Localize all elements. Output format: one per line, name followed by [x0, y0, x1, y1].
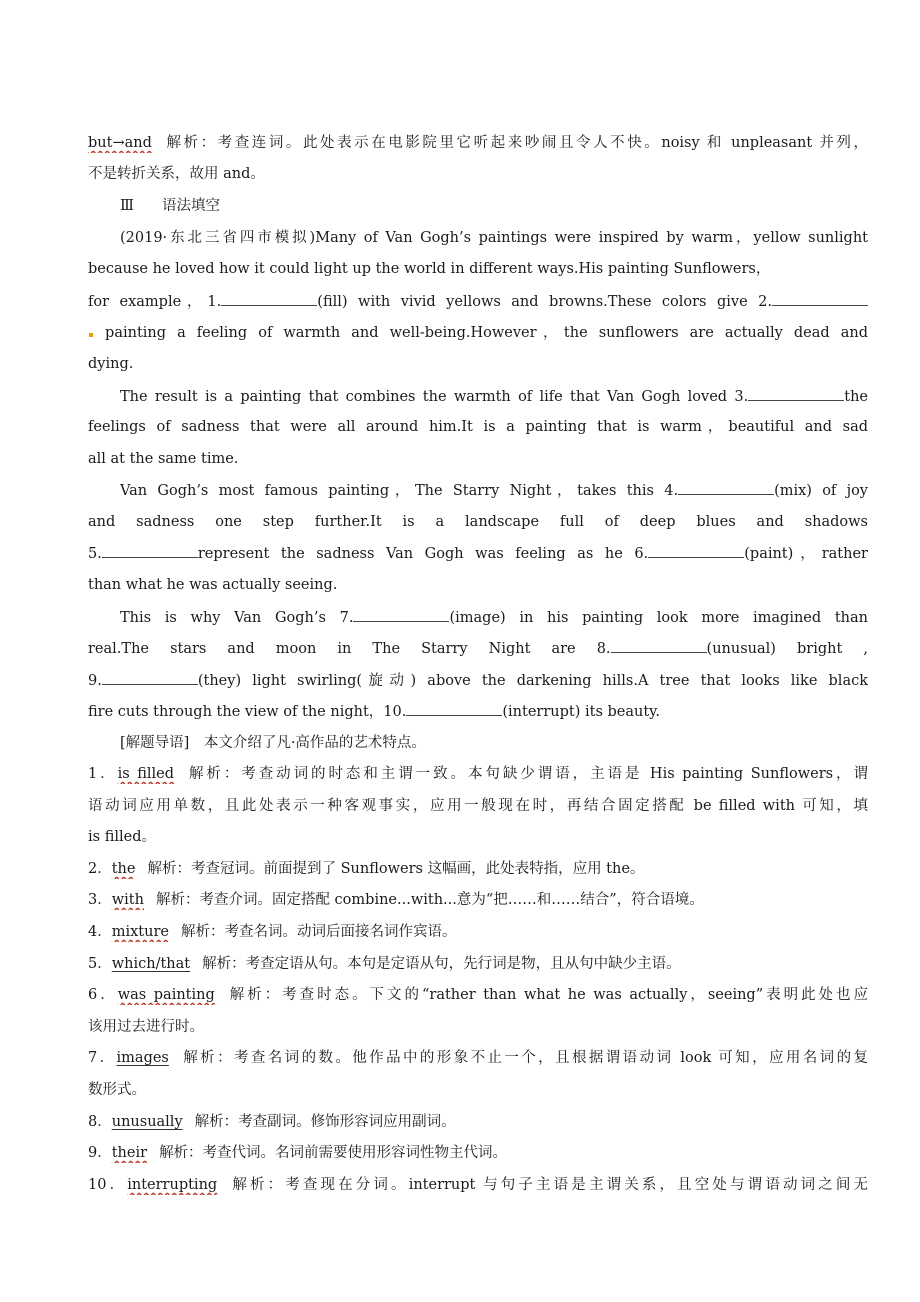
answer-line	[88, 1175, 868, 1195]
section-heading	[120, 196, 868, 216]
section-number: Ⅲ	[120, 198, 134, 214]
answer-number: 7．	[88, 1050, 117, 1066]
answer-word: which/that	[111, 956, 191, 972]
answer-word: unusually	[111, 1114, 183, 1130]
passage-text: (unusual) bright ,	[706, 641, 868, 657]
answer-line: 该用过去进行时。	[88, 1019, 204, 1035]
answer-word: is filled	[117, 766, 175, 782]
answer-line	[88, 922, 868, 942]
section-title: 语法填空	[161, 198, 220, 214]
answer-line	[88, 1112, 868, 1132]
answer-number: 1．	[88, 766, 118, 782]
blank-7	[353, 607, 449, 622]
passage-text: for example，1.	[88, 294, 222, 310]
answer-explanation: 解析：考查代词。名词前需要使用形容词性物主代词。	[159, 1145, 508, 1161]
passage-text: (mix) of joy	[774, 483, 868, 499]
prev-answer-line-1	[88, 133, 868, 153]
passage-text: (interrupt) its beauty.	[502, 704, 661, 720]
answer-number: 2．	[88, 861, 112, 877]
answer-number: 3．	[88, 892, 112, 908]
prev-answer-line-2: 不是转折关系，故用 and。	[88, 166, 265, 182]
blank-10	[406, 701, 502, 716]
passage-line	[88, 543, 868, 564]
answer-line	[88, 985, 868, 1005]
prev-answer-word: but→and	[88, 135, 152, 151]
answer-word: their	[111, 1145, 148, 1161]
answer-line	[88, 859, 868, 879]
passage-line: feelings of sadness that were all around him.It is a painting that is warm，beautiful and sad	[88, 419, 868, 435]
passage-text: 9.	[88, 673, 102, 689]
passage-text: (they) light swirling(旋动) above the darkening hills.A tree that looks like black	[197, 673, 868, 689]
answer-explanation: 解析：考查定语从句。本句是定语从句，先行词是物，且从句中缺少主语。	[202, 956, 681, 972]
answer-number: 9．	[88, 1145, 112, 1161]
blank-3	[748, 386, 844, 401]
passage-text: 5.	[88, 546, 102, 562]
answer-explanation: 解析：考查时态。下文的“rather than what he was actually，seeing”表明此处也应	[226, 987, 868, 1003]
blank-9	[102, 670, 198, 685]
answer-explanation: 解析：考查名词的数。他作品中的形象不止一个，且根据谓语动词 look 可知，应用名词的复	[180, 1050, 868, 1066]
answer-word: with	[111, 892, 144, 908]
passage-text: (image) in his painting look more imagined than	[449, 610, 868, 626]
blank-5	[102, 543, 198, 558]
answer-word: the	[111, 861, 136, 877]
passage-line: (2019·东北三省四市模拟)Many of Van Gogh’s paintings were inspired by warm，yellow sunlight	[120, 230, 868, 246]
answer-line	[88, 890, 868, 910]
answer-line: is filled。	[88, 829, 156, 845]
passage-text: fire cuts through the view of the night，10.	[88, 704, 407, 720]
passage-line	[88, 670, 868, 691]
passage-text: The result is a painting that combines the warmth of life that Van Gogh loved 3.	[120, 389, 749, 405]
answer-line	[88, 1048, 868, 1068]
blank-4	[678, 480, 774, 495]
answer-line: 语动词应用单数，且此处表示一种客观事实，应用一般现在时，再结合固定搭配 be filled with 可知，填	[88, 798, 868, 814]
answer-line	[88, 1143, 868, 1163]
passage-line	[120, 386, 868, 407]
blank-1	[221, 291, 317, 306]
prev-answer-explanation: 解析：考查连词。此处表示在电影院里它听起来吵闹且令人不快。noisy 和 unpleasant 并列，	[163, 135, 868, 151]
blank-2	[772, 291, 868, 306]
passage-line: than what he was actually seeing.	[88, 577, 338, 593]
answer-explanation: 解析：考查现在分词。interrupt 与句子主语是主谓关系，且空处与谓语动词之间无	[229, 1177, 868, 1193]
passage-text: painting a feeling of warmth and well-being.However，the sunflowers are actually dead and	[105, 325, 868, 341]
answer-explanation: 解析：考查冠词。前面提到了 Sunflowers 这幅画，此处表特指，应用 the。	[147, 861, 645, 877]
passage-text: the	[844, 389, 868, 405]
passage-line	[88, 291, 868, 312]
blank-6	[648, 543, 744, 558]
passage-line: and sadness one step further.It is a landscape full of deep blues and shadows	[88, 514, 868, 530]
passage-text: (paint)，rather	[744, 546, 868, 562]
answer-line	[88, 764, 868, 784]
blank-8	[611, 638, 707, 653]
answer-word: interrupting	[127, 1177, 218, 1193]
passage-text: This is why Van Gogh’s 7.	[120, 610, 354, 626]
answer-word: was painting	[117, 987, 215, 1003]
answer-explanation: 解析：考查副词。修饰形容词应用副词。	[194, 1114, 456, 1130]
passage-line: dying.	[88, 356, 134, 372]
passage-text: real.The stars and moon in The Starry Night are 8.	[88, 641, 611, 657]
passage-line	[88, 323, 868, 343]
mark-dot	[89, 333, 93, 337]
passage-line	[120, 480, 868, 501]
passage-line: because he loved how it could light up the world in different ways.His painting Sunflowers，	[88, 261, 771, 277]
answer-word: images	[116, 1050, 169, 1066]
passage-text: (fill) with vivid yellows and browns.These colors give 2.	[317, 294, 772, 310]
answer-number: 5．	[88, 956, 112, 972]
answer-number: 8．	[88, 1114, 112, 1130]
passage-text: represent the sadness Van Gogh was feeling as he 6.	[197, 546, 649, 562]
answer-number: 6．	[88, 987, 118, 1003]
answer-explanation: 解析：考查动词的时态和主谓一致。本句缺少谓语，主语是 His painting Sunflowers，谓	[186, 766, 868, 782]
answer-line: 数形式。	[88, 1082, 146, 1098]
answer-explanation: 解析：考查名词。动词后面接名词作宾语。	[180, 924, 457, 940]
passage-line	[120, 607, 868, 628]
passage-line	[88, 638, 868, 659]
answer-number: 4．	[88, 924, 112, 940]
answer-word: mixture	[111, 924, 169, 940]
answer-explanation: 解析：考查介词。固定搭配 combine...with...意为“把……和……结合”，符合语境。	[155, 892, 704, 908]
passage-line: all at the same time.	[88, 451, 239, 467]
passage-text: Van Gogh’s most famous painting，The Starry Night，takes this 4.	[120, 483, 679, 499]
guide-line: [解题导语] 本文介绍了凡·高作品的艺术特点。	[120, 735, 426, 751]
answer-number: 10．	[88, 1177, 128, 1193]
passage-line	[88, 701, 868, 722]
answer-line	[88, 954, 868, 974]
